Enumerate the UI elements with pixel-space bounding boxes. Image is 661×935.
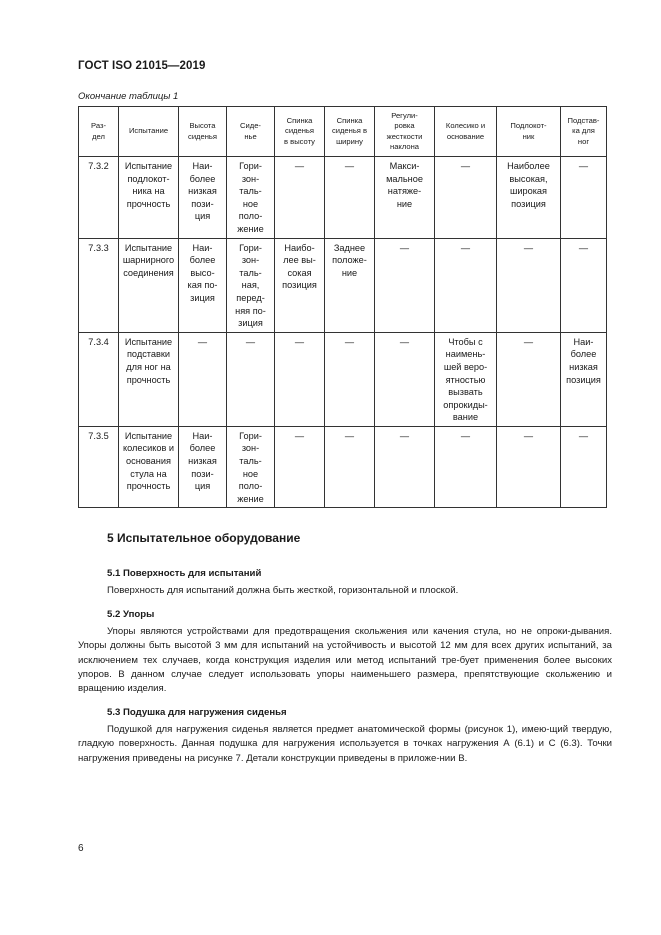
table-cell: — <box>325 332 375 426</box>
header-armrest: Подлокот- ник <box>497 107 561 157</box>
header-tilt-tension: Регули- ровка жесткости наклона <box>375 107 435 157</box>
table-header-row <box>79 107 607 157</box>
table-row <box>79 157 607 239</box>
header-seat-height: Высота сиденья <box>179 107 227 157</box>
table-cell: — <box>561 157 607 239</box>
table-cell: Испытание подлокот- ника на прочность <box>119 157 179 239</box>
table-cell: Наи- более низкая пози- ция <box>179 426 227 508</box>
document-header: ГОСТ ISO 21015—2019 <box>78 60 206 72</box>
table-row <box>79 426 607 508</box>
table-cell: — <box>375 332 435 426</box>
table-cell: Макси- мальное натяже- ние <box>375 157 435 239</box>
table-cell: — <box>561 238 607 332</box>
table-cell: — <box>497 426 561 508</box>
table-cell: — <box>275 332 325 426</box>
header-footrest: Подстав- ка для ног <box>561 107 607 157</box>
header-seat: Сиде- нье <box>227 107 275 157</box>
table-row <box>79 332 607 426</box>
table-cell: Наи- более низкая позиция <box>561 332 607 426</box>
section-5-3-paragraph: Подушкой для нагружения сиденья является предмет анатомической формы (рисунок 1), имею-щий твердую, гладкую поверхность. Данная подушка для нагружения используется в точках нагружения А (6.1) и С (6.3). Точки нагружения приведены на рисунке 7. Детали конструкции приведены в приложе-нии В. <box>78 724 612 764</box>
table-cell: — <box>179 332 227 426</box>
table-cell: — <box>325 157 375 239</box>
table-cell: Заднее положе- ние <box>325 238 375 332</box>
table-cell: — <box>435 157 497 239</box>
table-cell: Гори- зон- таль- ная, перед- няя по- зиция <box>227 238 275 332</box>
table-cell: Наиболее высокая, широкая позиция <box>497 157 561 239</box>
table-cell: 7.3.5 <box>79 426 119 508</box>
table-cell: Чтобы с наимень- шей веро- ятностью вызвать опрокиды- вание <box>435 332 497 426</box>
table-cell: — <box>497 238 561 332</box>
table-cell: — <box>435 238 497 332</box>
table-cell: Гори- зон- таль- ное поло- жение <box>227 157 275 239</box>
table-cell: — <box>497 332 561 426</box>
section-5-1-paragraph: Поверхность для испытаний должна быть жесткой, горизонтальной и плоской. <box>107 585 459 596</box>
table-caption: Окончание таблицы 1 <box>78 91 179 102</box>
section-5-3-title: 5.3 Подушка для нагружения сиденья <box>107 707 287 718</box>
header-castor-base: Колесико и основание <box>435 107 497 157</box>
table-cell: — <box>561 426 607 508</box>
table-cell: — <box>325 426 375 508</box>
table-cell: Испытание подставки для ног на прочность <box>119 332 179 426</box>
table-cell: — <box>227 332 275 426</box>
table-cell: Наи- более высо- кая по- зиция <box>179 238 227 332</box>
table-cell: Испытание шарнирного соединения <box>119 238 179 332</box>
table-cell: 7.3.4 <box>79 332 119 426</box>
table-row <box>79 238 607 332</box>
table-cell: Наи- более низкая пози- ция <box>179 157 227 239</box>
table-cell: — <box>275 157 325 239</box>
table-cell: — <box>375 238 435 332</box>
table-cell: — <box>375 426 435 508</box>
table-cell: — <box>435 426 497 508</box>
section-5-title: 5 Испытательное оборудование <box>107 531 301 545</box>
table-cell: Испытание колесиков и основания стула на прочность <box>119 426 179 508</box>
section-5-1-title: 5.1 Поверхность для испытаний <box>107 568 262 579</box>
table-cell: 7.3.2 <box>79 157 119 239</box>
table-cell: Наибо- лее вы- сокая позиция <box>275 238 325 332</box>
table-cell: 7.3.3 <box>79 238 119 332</box>
table-cell: — <box>275 426 325 508</box>
table-cell: Гори- зон- таль- ное поло- жение <box>227 426 275 508</box>
header-test: Испытание <box>119 107 179 157</box>
section-5-2-title: 5.2 Упоры <box>107 609 155 620</box>
header-backrest-width: Спинка сиденья в ширину <box>325 107 375 157</box>
page-number: 6 <box>78 843 84 854</box>
section-5-2-paragraph: Упоры являются устройствами для предотвращения скольжения или качения стула, но не опроки-дывания. Упоры должны быть высотой 3 мм для испытаний на устойчивость и высотой 12 мм для всех других испытаний, за исключением тех случаев, когда конструкция изделия или метод испытаний тре-бует применения более высоких упоров. В данном случае следует использовать упоры наименьшего размера, препятствующие скольжению и вращению изделия. <box>78 626 612 695</box>
test-conditions-table <box>78 106 607 508</box>
header-backrest-height: Спинка сиденья в высоту <box>275 107 325 157</box>
header-section: Раз- дел <box>79 107 119 157</box>
